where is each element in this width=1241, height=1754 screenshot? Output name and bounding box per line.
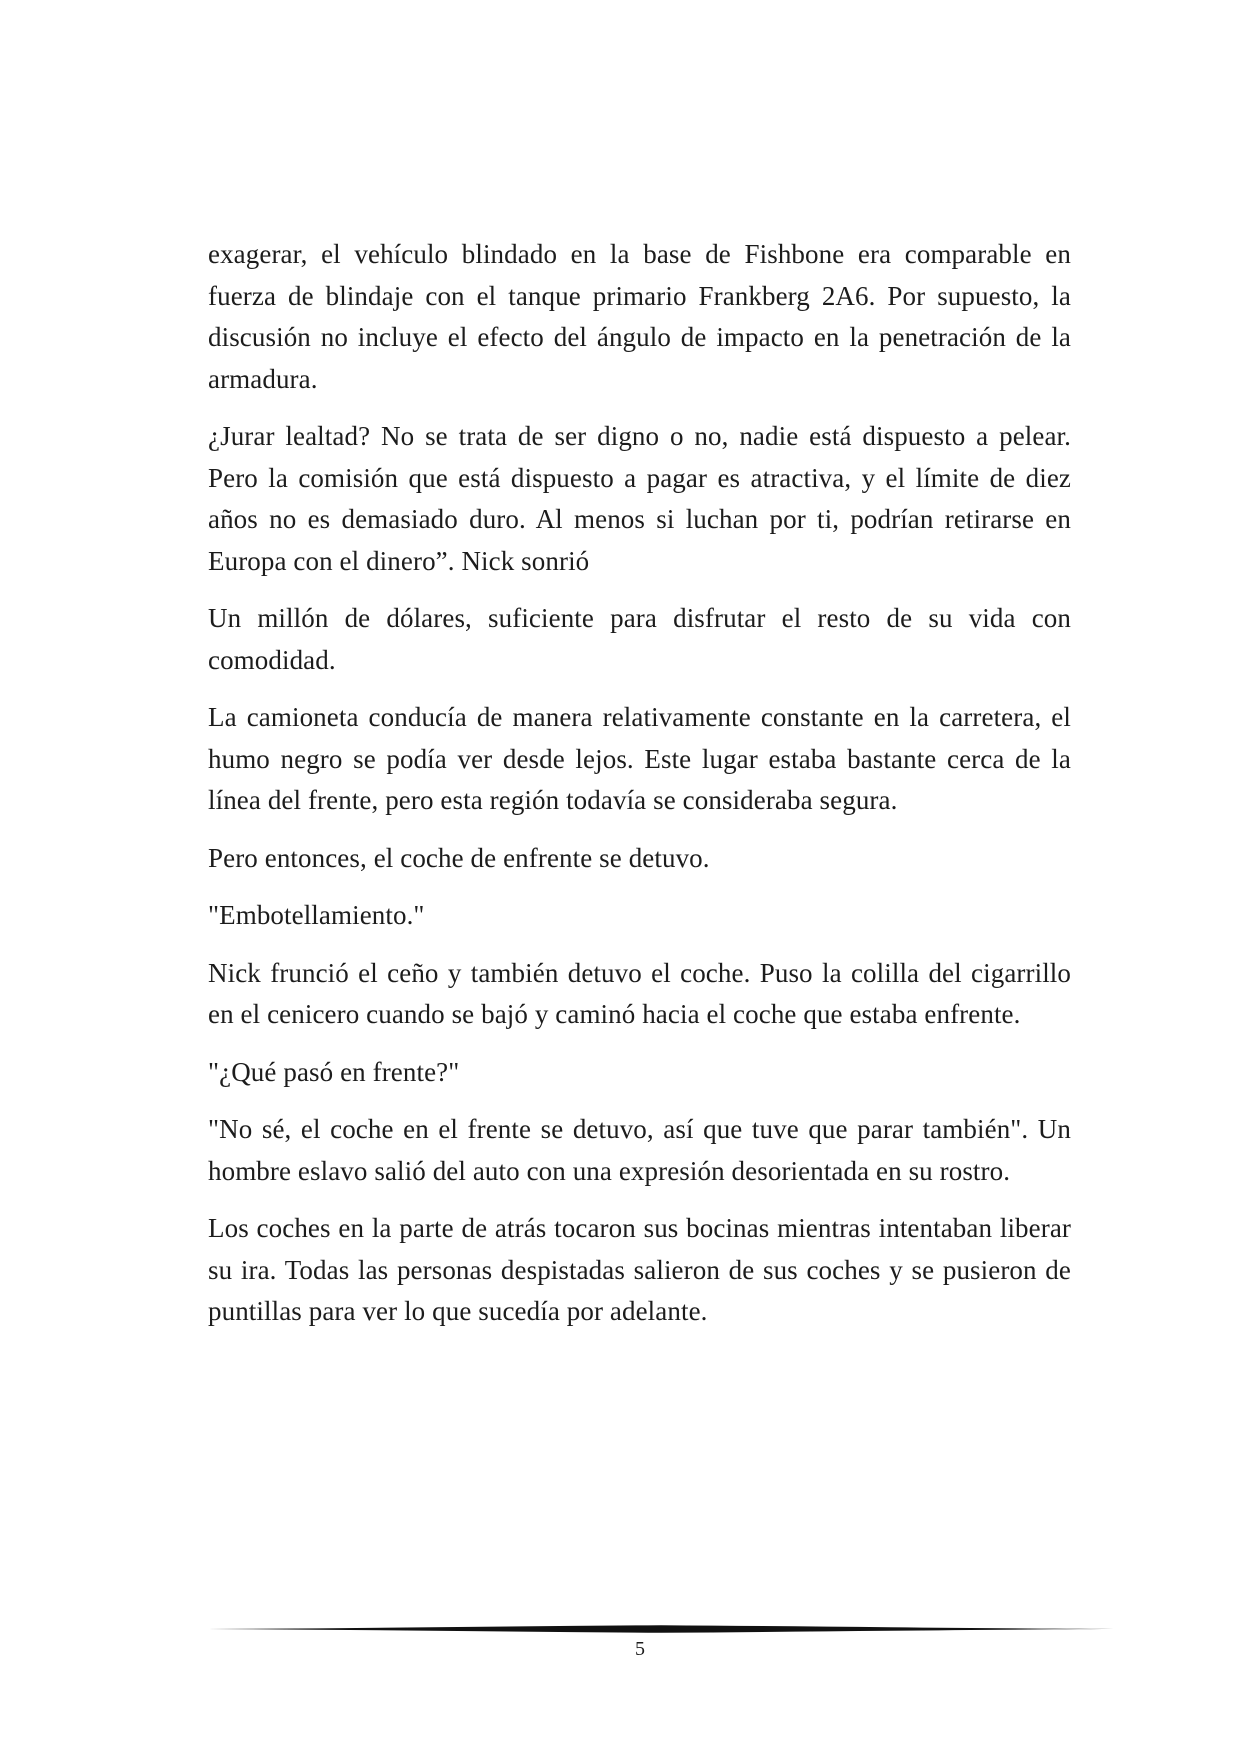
- paragraph-10: Los coches en la parte de atrás tocaron sus bocinas mientras intentaban liberar su ira. Todas las personas despistadas salieron de sus coches y se pusieron de puntillas para ver lo que sucedía por adelante.: [208, 1213, 1071, 1326]
- page-number: 5: [635, 1638, 645, 1660]
- footer-divider: [208, 1623, 1114, 1635]
- body-text: [208, 234, 1071, 1349]
- paragraph-5: Pero entonces, el coche de enfrente se detuvo.: [208, 842, 710, 873]
- paragraph-4: La camioneta conducía de manera relativamente constante en la carretera, el humo negro se podía ver desde lejos. Este lugar estaba bastante cerca de la línea del frente, pero esta región todavía se consideraba segura.: [208, 702, 1071, 815]
- paragraph-1: exagerar, el vehículo blindado en la base de Fishbone era comparable en fuerza de blindaje con el tanque primario Frankberg 2A6. Por supuesto, la discusión no incluye el efecto del ángulo de impacto en la penetración de la armadura.: [208, 239, 1071, 394]
- paragraph-8: "¿Qué pasó en frente?": [208, 1056, 460, 1087]
- paragraph-9: "No sé, el coche en el frente se detuvo, así que tuve que parar también". Un hombre eslavo salió del auto con una expresión desorientada en su rostro.: [208, 1114, 1071, 1186]
- paragraph-7: Nick frunció el ceño y también detuvo el coche. Puso la colilla del cigarrillo en el cenicero cuando se bajó y caminó hacia el coche que estaba enfrente.: [208, 957, 1071, 1029]
- paragraph-2: ¿Jurar lealtad? No se trata de ser digno o no, nadie está dispuesto a pelear. Pero la comisión que está dispuesto a pagar es atractiva, y el límite de diez años no es demasiado duro. Al menos si luchan por ti, podrían retirarse en Europa con el dinero”. Nick sonrió: [208, 421, 1071, 576]
- paragraph-6: "Embotellamiento.": [208, 900, 425, 930]
- paragraph-3: Un millón de dólares, suficiente para disfrutar el resto de su vida con comodidad.: [208, 603, 1071, 675]
- footer-divider-stroke: [208, 1625, 1114, 1633]
